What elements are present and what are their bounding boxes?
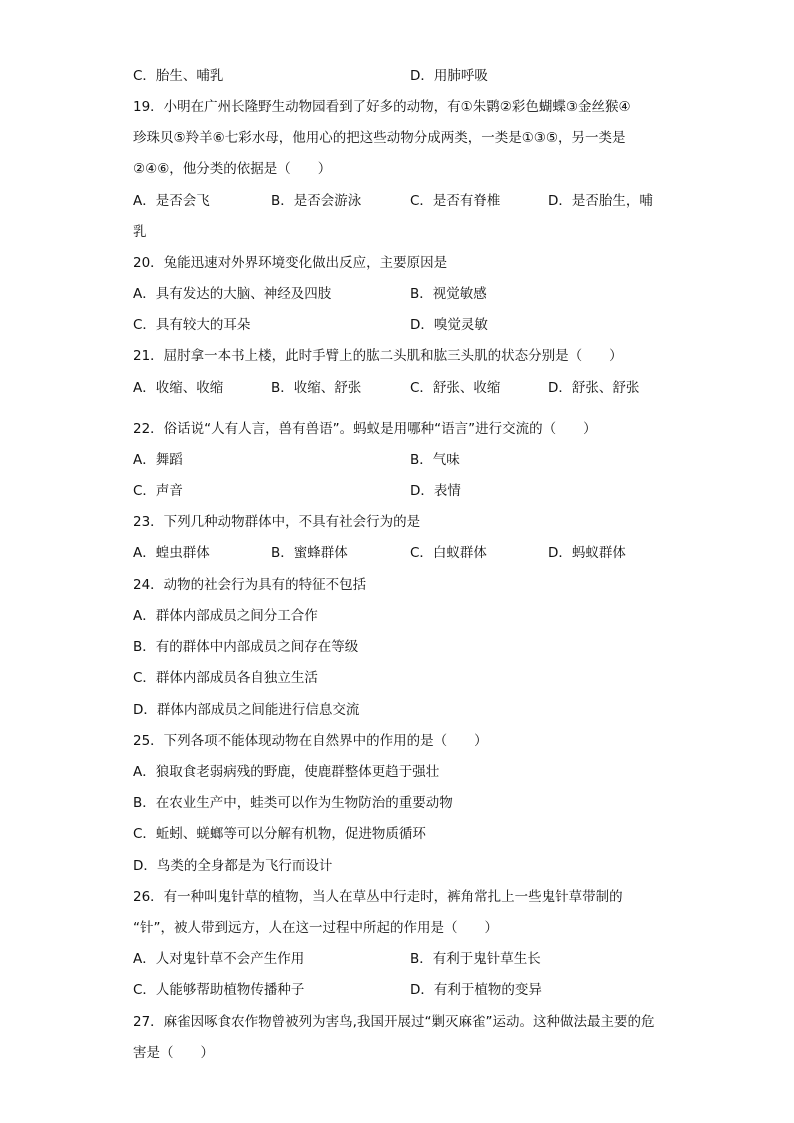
q25-option-d: D．鸟类的全身都是为飞行而设计 xyxy=(133,858,333,874)
q26-option-b: B．有利于鬼针草生长 xyxy=(410,951,541,967)
q24-option-b: B．有的群体中内部成员之间存在等级 xyxy=(133,639,359,655)
q26-stem-line1: 26．有一种叫鬼针草的植物，当人在草丛中行走时，裤角常扎上一些鬼针草带制的 xyxy=(133,889,623,905)
q22-option-a: A．舞蹈 xyxy=(133,452,183,468)
q23-stem: 23．下列几种动物群体中，不具有社会行为的是 xyxy=(133,514,421,530)
q19-option-c: C．是否有脊椎 xyxy=(410,193,501,209)
q18-option-d: D．用肺呼吸 xyxy=(410,68,488,84)
q21-option-a: A．收缩、收缩 xyxy=(133,380,224,396)
q25-option-a: A．狼取食老弱病残的野鹿，使鹿群整体更趋于强壮 xyxy=(133,764,440,780)
q23-option-b: B．蜜蜂群体 xyxy=(271,545,348,561)
q19-option-d: D．是否胎生，哺 xyxy=(548,193,653,209)
q19-option-b: B．是否会游泳 xyxy=(271,193,362,209)
q19-option-a: A．是否会飞 xyxy=(133,193,210,209)
q26-stem-line2: “针”，被人带到远方，人在这一过程中所起的作用是（ ） xyxy=(133,920,498,936)
q25-option-c: C．蚯蚓、蜣螂等可以分解有机物，促进物质循环 xyxy=(133,826,426,842)
q19-stem-line2: 珍珠贝⑤羚羊⑥七彩水母，他用心的把这些动物分成两类，一类是①③⑤，另一类是 xyxy=(133,130,626,146)
q20-option-a: A．具有发达的大脑、神经及四肢 xyxy=(133,286,332,302)
q26-option-d: D．有利于植物的变异 xyxy=(410,982,542,998)
q22-option-c: C．声音 xyxy=(133,483,183,499)
q20-option-b: B．视觉敏感 xyxy=(410,286,487,302)
q20-option-d: D．嗅觉灵敏 xyxy=(410,317,488,333)
q26-option-c: C．人能够帮助植物传播种子 xyxy=(133,982,305,998)
q22-option-b: B．气味 xyxy=(410,452,460,468)
q21-option-d: D．舒张、舒张 xyxy=(548,380,640,396)
q25-stem: 25．下列各项不能体现动物在自然界中的作用的是（ ） xyxy=(133,733,488,749)
q24-stem: 24．动物的社会行为具有的特征不包括 xyxy=(133,577,367,593)
q21-option-c: C．舒张、收缩 xyxy=(410,380,501,396)
q22-option-d: D．表情 xyxy=(410,483,461,499)
q19-stem-line3: ②④⑥，他分类的依据是（ ） xyxy=(133,161,332,177)
q24-option-a: A．群体内部成员之间分工合作 xyxy=(133,608,318,624)
q27-stem-line1: 27．麻雀因啄食农作物曾被列为害鸟,我国开展过“剿灭麻雀”运动。这种做法最主要的危 xyxy=(133,1014,655,1030)
q20-option-c: C．具有较大的耳朵 xyxy=(133,317,251,333)
q24-option-d: D．群体内部成员之间能进行信息交流 xyxy=(133,702,360,718)
q23-option-c: C．白蚁群体 xyxy=(410,545,487,561)
q23-option-a: A．蝗虫群体 xyxy=(133,545,210,561)
q26-option-a: A．人对鬼针草不会产生作用 xyxy=(133,951,305,967)
q25-option-b: B．在农业生产中，蛙类可以作为生物防治的重要动物 xyxy=(133,795,453,811)
q23-option-d: D．蚂蚁群体 xyxy=(548,545,626,561)
q19-stem-line1: 19．小明在广州长隆野生动物园看到了好多的动物，有①朱鹮②彩色蝴蝶③金丝猴④ xyxy=(133,99,631,115)
q22-stem: 22．俗话说“人有人言，兽有兽语”。蚂蚁是用哪种“语言”进行交流的（ ） xyxy=(133,421,597,437)
q27-stem-line2: 害是（ ） xyxy=(133,1045,214,1061)
q20-stem: 20．兔能迅速对外界环境变化做出反应，主要原因是 xyxy=(133,255,448,271)
q21-option-b: B．收缩、舒张 xyxy=(271,380,362,396)
q24-option-c: C．群体内部成员各自独立生活 xyxy=(133,670,318,686)
q18-option-c: C．胎生、哺乳 xyxy=(133,68,224,84)
q21-stem: 21．屈肘拿一本书上楼，此时手臂上的肱二头肌和肱三头肌的状态分别是（ ） xyxy=(133,348,623,364)
q19-option-d-wrap: 乳 xyxy=(133,224,147,240)
